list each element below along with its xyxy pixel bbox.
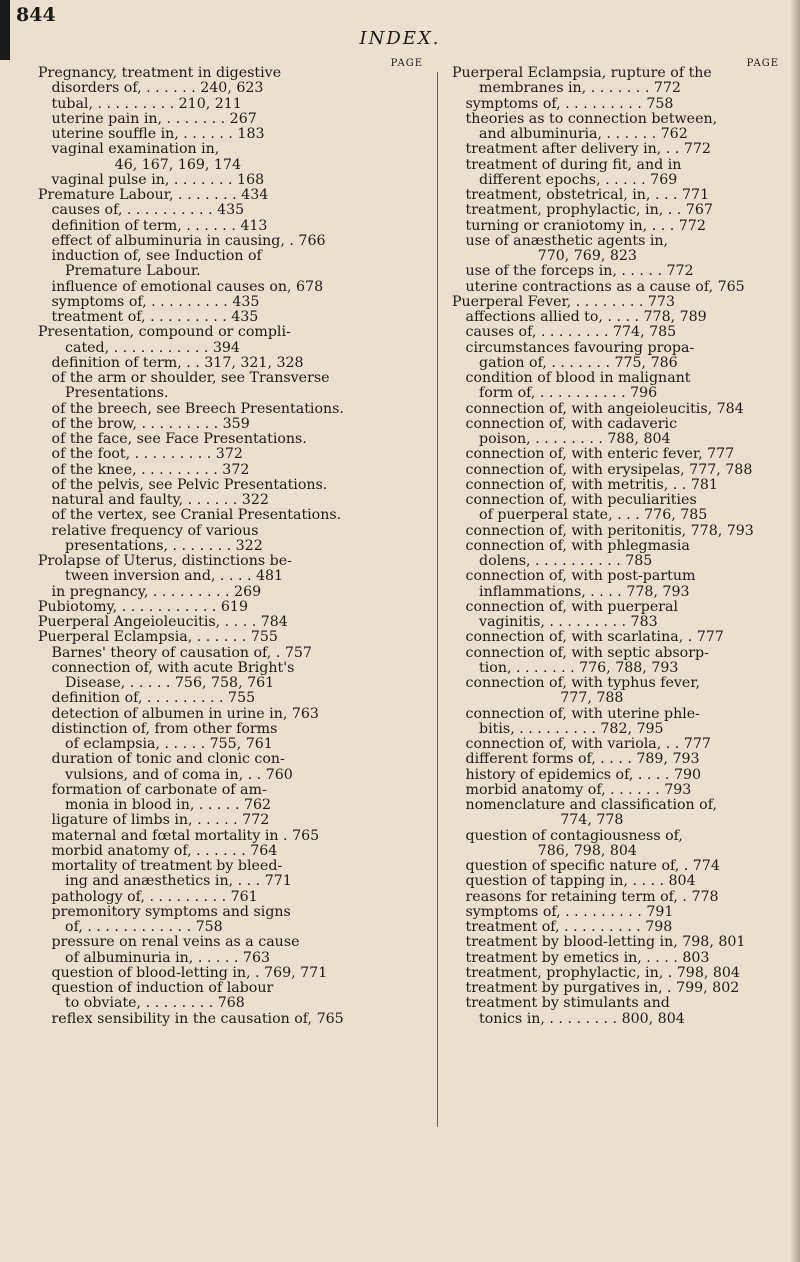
index-entry: formation of carbonate of am- xyxy=(38,781,267,798)
index-entry: Presentations. xyxy=(38,385,169,402)
index-entry: of eclampsia, . . . . . 755, 761 xyxy=(38,736,273,752)
index-entry: disorders of, . . . . . . 240, 623 xyxy=(38,80,264,97)
index-entry: of puerperal state, . . . 776, 785 xyxy=(452,507,708,524)
index-entry: of the foot, . . . . . . . . . 372 xyxy=(38,446,243,463)
index-entry: treatment, obstetrical, in, . . . 771 xyxy=(452,187,710,203)
index-entry: connection of, with cadaveric xyxy=(452,415,678,432)
index-column-left: PAGE Pregnancy, treatment in digestive disorders of, . . . . . . 240, 623 tubal, . . . . . . . . . 210, 211 uterine pain in, . . . . . . . 267 uterine souffle in, . . . . . . 183 vaginal examination in, 46, 167, 169, 174 vaginal pulse in, . . . . . . . 168 Premature Labour, . . . . . . . 434 causes of, . . . . . . . . . . 435 definition of term, . . . . . . 413 effect of albuminuria in causing, . 766 induction of, see Induction of Premature Labour. influence of emotional causes on, 678 symptoms of, . . . . . . . . . 435 treatment of, . . . . . . . . . 435 Presentation, compound or compli- cated, . . . . . . . . . . . 394 definition of term, . . 317, 321, 328 of the arm or shoulder, see Transverse Presentations. of the breech, see Breech Presentations. of the brow, . . . . . . . . . 359 of the face, see Face Presentations. of the foot, . . . . . . . . . 372 of the knee, . . . . . . . . . 372 of the pelvis, see Pelvic Presentations. natural and faulty, . . . . . . 322 of the vertex, see Cranial Presentations. relative frequency of various presentations, . . . . . . . 322 Prolapse of Uterus, distinctions be- tween inversion and, . . . . 481 in pregnancy, . . . . . . . . . 269 Pubiotomy, . . . . . . . . . . . 619 Puerperal Angeioleucitis, . . . . 784 Puerperal Eclampsia, . . . . . . 755 Barnes' theory of causation of, . 757 connection of, with acute Bright's Disease, . . . . . 756, 758, 761 definition of, . . . . . . . . . 755 detection of albumen in urine in, 763 distinction of, from other forms of eclampsia, . . . . . 755, 761 duration of tonic and clonic con- vulsions, and of coma in, . . 760 formation of carbonate of am- monia in blood in, . . . . . 762 ligature of limbs in, . . . . . 772 maternal and fœtal mortality in . 765 morbid anatomy of, . . . . . . 764 mortality of treatment by bleed- ing and anæsthetics in, . . . 771 pathology of, . . . . . . . . . 761 premonitory symptoms and signs of, . . . . . . . . . . . . 758 pressure on renal veins as a cause of albuminuria in, . . . . . 763 question of blood-letting in, . 769, 771 question of induction of labour to obviate, . . . . . . . . 768 reflex sensibility in the causation of, 765 xyxy=(38,58,423,1027)
index-entry: morbid anatomy of, . . . . . . 793 xyxy=(452,781,692,798)
index-entry: connection of, with typhus fever, xyxy=(452,675,701,691)
index-entry: treatment, prophylactic, in, . 798, 804 xyxy=(452,964,740,981)
index-entry: distinction of, from other forms xyxy=(38,720,278,737)
index-entry: treatment by emetics in, . . . . 803 xyxy=(452,949,710,966)
index-entry: ligature of limbs in, . . . . . 772 xyxy=(38,812,270,829)
index-entry: connection of, with post-partum xyxy=(452,568,696,585)
index-entry: treatment of, . . . . . . . . . 798 xyxy=(452,919,673,935)
index-entry: of albuminuria in, . . . . . 763 xyxy=(38,949,271,966)
index-entry: 777, 788 xyxy=(452,690,624,707)
index-entry: to obviate, . . . . . . . . 768 xyxy=(38,995,245,1012)
index-entry: question of blood-letting in, . 769, 771 xyxy=(38,964,328,981)
index-entry: treatment by blood-letting in, 798, 801 xyxy=(452,934,746,951)
index-entry: use of the forceps in, . . . . . 772 xyxy=(452,263,694,280)
index-entry: and albuminuria, . . . . . . 762 xyxy=(452,126,688,142)
index-entry: treatment by purgatives in, . 799, 802 xyxy=(452,980,740,996)
index-entry: Pregnancy, treatment in digestive xyxy=(38,65,282,81)
index-entry: definition of term, . . 317, 321, 328 xyxy=(38,354,304,371)
index-entry: treatment of, . . . . . . . . . 435 xyxy=(38,309,259,325)
index-entry: cated, . . . . . . . . . . . 394 xyxy=(38,339,240,356)
index-entry: Disease, . . . . . 756, 758, 761 xyxy=(38,675,275,691)
index-entry: inflammations, . . . . 778, 793 xyxy=(452,583,690,600)
index-entry: affections allied to, . . . . 778, 789 xyxy=(452,309,707,325)
index-entry: monia in blood in, . . . . . 762 xyxy=(38,797,272,813)
index-entry: different forms of, . . . . 789, 793 xyxy=(452,751,700,768)
index-entry: uterine pain in, . . . . . . . 267 xyxy=(38,110,257,127)
index-entry: connection of, with enteric fever, 777 xyxy=(452,446,735,463)
index-entry: Premature Labour. xyxy=(38,263,201,280)
index-entry: ing and anæsthetics in, . . . 771 xyxy=(38,873,292,890)
index-entry: vaginitis, . . . . . . . . . 783 xyxy=(452,614,658,630)
index-entry: connection of, with angeioleucitis, 784 xyxy=(452,400,744,417)
index-entry: Puerperal Eclampsia, . . . . . . 755 xyxy=(38,629,278,646)
index-entry: definition of, . . . . . . . . . 755 xyxy=(38,690,256,707)
index-entry: connection of, with peculiarities xyxy=(452,492,697,508)
index-entry: tonics in, . . . . . . . . 800, 804 xyxy=(452,1010,685,1027)
index-entry: vulsions, and of coma in, . . 760 xyxy=(38,766,293,783)
index-entry: reasons for retaining term of, . 778 xyxy=(452,888,719,905)
index-entry: mortality of treatment by bleed- xyxy=(38,858,283,874)
index-entry: form of, . . . . . . . . . . 796 xyxy=(452,385,658,402)
index-entry: Premature Labour, . . . . . . . 434 xyxy=(38,187,269,203)
index-entry: bitis, . . . . . . . . . 782, 795 xyxy=(452,720,664,737)
index-entry: pressure on renal veins as a cause xyxy=(38,934,300,951)
index-entry: induction of, see Induction of xyxy=(38,248,262,264)
index-entry: condition of blood in malignant xyxy=(452,370,691,386)
index-entry: question of tapping in, . . . . 804 xyxy=(452,873,696,890)
index-entry: connection of, with peritonitis, 778, 793 xyxy=(452,522,754,539)
index-entry: effect of albuminuria in causing, . 766 xyxy=(38,232,326,249)
index-entry: poison, . . . . . . . . 788, 804 xyxy=(452,431,671,447)
index-entry: of the pelvis, see Pelvic Presentations. xyxy=(38,476,328,493)
index-entry: of the arm or shoulder, see Transverse xyxy=(38,370,330,386)
index-entry: nomenclature and classification of, xyxy=(452,797,717,813)
index-entry: 46, 167, 169, 174 xyxy=(38,156,242,173)
index-entry: of the vertex, see Cranial Presentations. xyxy=(38,507,342,524)
index-entry: influence of emotional causes on, 678 xyxy=(38,278,324,295)
index-entry: Barnes' theory of causation of, . 757 xyxy=(38,644,312,661)
index-entry: natural and faulty, . . . . . . 322 xyxy=(38,492,269,508)
index-entry: theories as to connection between, xyxy=(452,110,718,127)
index-entry: uterine souffle in, . . . . . . 183 xyxy=(38,126,265,142)
index-entry: connection of, with metritis, . . 781 xyxy=(452,476,718,493)
index-entry: dolens, . . . . . . . . . . 785 xyxy=(452,553,653,569)
index-entry: in pregnancy, . . . . . . . . . 269 xyxy=(38,583,262,600)
index-entry: of the knee, . . . . . . . . . 372 xyxy=(38,461,250,478)
index-entry: Puerperal Fever, . . . . . . . . 773 xyxy=(452,293,675,310)
index-entry: question of induction of labour xyxy=(38,980,274,996)
index-entry: connection of, with puerperal xyxy=(452,598,679,615)
index-entry: maternal and fœtal mortality in . 765 xyxy=(38,827,320,844)
index-entry: relative frequency of various xyxy=(38,522,259,539)
index-entry: symptoms of, . . . . . . . . . 758 xyxy=(452,95,674,112)
index-entry: reflex sensibility in the causation of, 765 xyxy=(38,1010,344,1027)
index-entry: circumstances favouring propa- xyxy=(452,339,695,356)
index-entry: causes of, . . . . . . . . . . 435 xyxy=(38,202,245,219)
index-entry: Puerperal Eclampsia, rupture of the xyxy=(452,65,712,81)
index-entry: Presentation, compound or compli- xyxy=(38,324,291,341)
index-entry: connection of, with erysipelas, 777, 788 xyxy=(452,461,753,478)
index-entry: uterine contractions as a cause of, 765 xyxy=(452,278,745,295)
index-entry: connection of, with uterine phle- xyxy=(452,705,700,722)
index-entry: 786, 798, 804 xyxy=(452,842,637,859)
index-entry: symptoms of, . . . . . . . . . 435 xyxy=(38,293,260,310)
index-entry: duration of tonic and clonic con- xyxy=(38,751,285,768)
index-entry: morbid anatomy of, . . . . . . 764 xyxy=(38,842,278,859)
index-entry: detection of albumen in urine in, 763 xyxy=(38,705,319,722)
index-entry: Puerperal Angeioleucitis, . . . . 784 xyxy=(38,614,288,630)
index-entry: causes of, . . . . . . . . 774, 785 xyxy=(452,324,677,341)
index-entry: different epochs, . . . . . 769 xyxy=(452,171,678,188)
index-entry: history of epidemics of, . . . . 790 xyxy=(452,766,702,783)
index-entry: connection of, with variola, . . 777 xyxy=(452,736,711,752)
index-entry: treatment after delivery in, . . 772 xyxy=(452,141,711,158)
index-entry: premonitory symptoms and signs xyxy=(38,903,291,920)
page-number: 844 xyxy=(16,4,56,26)
index-entry: vaginal pulse in, . . . . . . . 168 xyxy=(38,171,265,188)
index-entry: connection of, with phlegmasia xyxy=(452,537,690,554)
page-edge-shadow xyxy=(790,0,800,1262)
index-entry: of the brow, . . . . . . . . . 359 xyxy=(38,415,250,432)
index-entry: of, . . . . . . . . . . . . 758 xyxy=(38,919,223,935)
index-entry: definition of term, . . . . . . 413 xyxy=(38,217,268,234)
index-entry: connection of, with acute Bright's xyxy=(38,659,295,676)
index-entry: question of contagiousness of, xyxy=(452,827,683,844)
index-entry: treatment of during fit, and in xyxy=(452,156,682,173)
index-entry: tion, . . . . . . . 776, 788, 793 xyxy=(452,659,679,676)
index-entry: tubal, . . . . . . . . . 210, 211 xyxy=(38,95,242,112)
index-entry: Prolapse of Uterus, distinctions be- xyxy=(38,553,292,569)
index-entry: presentations, . . . . . . . 322 xyxy=(38,537,263,554)
index-entry: pathology of, . . . . . . . . . 761 xyxy=(38,888,258,905)
running-head: INDEX. xyxy=(359,28,441,49)
index-entry: membranes in, . . . . . . . 772 xyxy=(452,80,681,97)
index-column-right: PAGE Puerperal Eclampsia, rupture of the membranes in, . . . . . . . 772 symptoms of, . . . . . . . . . 758 theories as to connection between, and albuminuria, . . . . . . 762 treatment after delivery in, . . 772 treatment of during fit, and in different epochs, . . . . . 769 treatment, obstetrical, in, . . . 771 treatment, prophylactic, in, . . 767 turning or craniotomy in, . . . 772 use of anæsthetic agents in, 770, 769, 823 use of the forceps in, . . . . . 772 uterine contractions as a cause of, 765 Puerperal Fever, . . . . . . . . 773 affections allied to, . . . . 778, 789 causes of, . . . . . . . . 774, 785 circumstances favouring propa- gation of, . . . . . . . 775, 786 condition of blood in malignant form of, . . . . . . . . . . 796 connection of, with angeioleucitis, 784 connection of, with cadaveric poison, . . . . . . . . 788, 804 connection of, with enteric fever, 777 connection of, with erysipelas, 777, 788 connection of, with metritis, . . 781 connection of, with peculiarities of puerperal state, . . . 776, 785 connection of, with peritonitis, 778, 793 connection of, with phlegmasia dolens, . . . . . . . . . . 785 connection of, with post-partum inflammations, . . . . 778, 793 connection of, with puerperal vaginitis, . . . . . . . . . 783 connection of, with scarlatina, . 777 connection of, with septic absorp- tion, . . . . . . . 776, 788, 793 connection of, with typhus fever, 777, 788 connection of, with uterine phle- bitis, . . . . . . . . . 782, 795 connection of, with variola, . . 777 different forms of, . . . . 789, 793 history of epidemics of, . . . . 790 morbid anatomy of, . . . . . . 793 nomenclature and classification of, 774, 778 question of contagiousness of, 786, 798, 804 question of specific nature of, . 774 question of tapping in, . . . . 804 reasons for retaining term of, . 778 symptoms of, . . . . . . . . . 791 treatment of, . . . . . . . . . 798 treatment by blood-letting in, 798, 801 treatment by emetics in, . . . . 803 treatment, prophylactic, in, . 798, 804 treatment by purgatives in, . 799, 802 treatment by stimulants and tonics in, . . . . . . . . 800, 804 xyxy=(452,58,779,1027)
index-entry: vaginal examination in, xyxy=(38,141,220,158)
index-entry: question of specific nature of, . 774 xyxy=(452,858,720,874)
column-divider xyxy=(437,72,438,1127)
index-entry: Pubiotomy, . . . . . . . . . . . 619 xyxy=(38,598,248,615)
index-entry: of the face, see Face Presentations. xyxy=(38,431,307,447)
index-entry: treatment, prophylactic, in, . . 767 xyxy=(452,202,713,219)
index-entry: 774, 778 xyxy=(452,812,624,829)
index-entry: treatment by stimulants and xyxy=(452,995,670,1012)
index-entry: connection of, with scarlatina, . 777 xyxy=(452,629,724,646)
index-entry: use of anæsthetic agents in, xyxy=(452,232,669,249)
index-entry: connection of, with septic absorp- xyxy=(452,644,709,661)
index-entry: 770, 769, 823 xyxy=(452,248,637,264)
index-entry: tween inversion and, . . . . 481 xyxy=(38,568,284,585)
index-entry: of the breech, see Breech Presentations. xyxy=(38,400,344,417)
index-entry: gation of, . . . . . . . 775, 786 xyxy=(452,354,678,371)
index-entry: symptoms of, . . . . . . . . . 791 xyxy=(452,903,674,920)
index-entry: turning or craniotomy in, . . . 772 xyxy=(452,217,706,234)
